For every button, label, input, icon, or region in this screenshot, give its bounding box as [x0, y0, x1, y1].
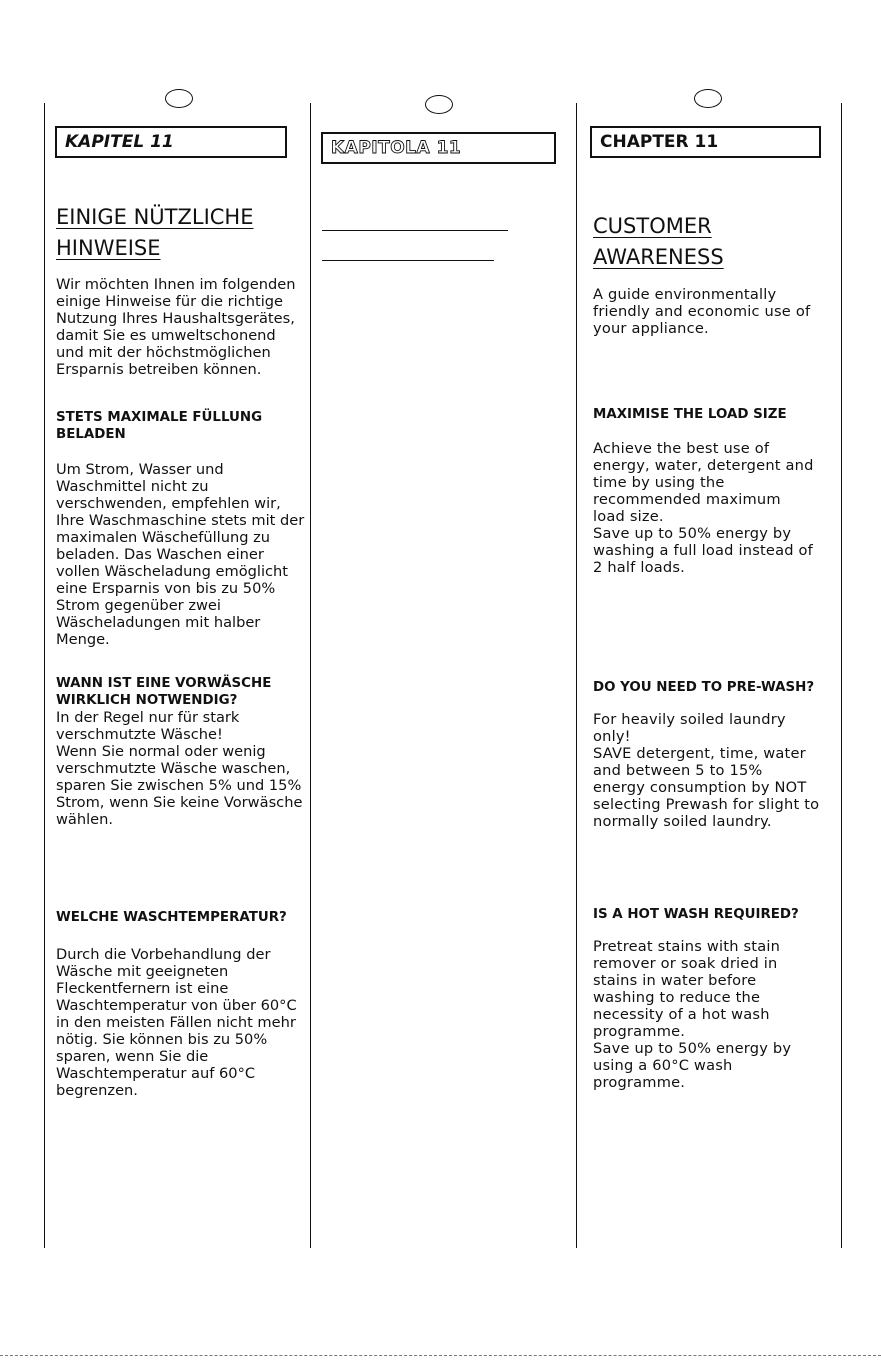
section-body-prewash-english: For heavily soiled laundry only! SAVE detergent, time, water and between 5 to 15% energy consumption by NOT selecting Prewash for slight to normally soiled laundry. — [593, 711, 820, 830]
language-marker-english — [694, 89, 722, 108]
column-rule-left — [44, 103, 45, 1248]
section-heading-load-german: STETS MAXIMALE FÜLLUNG BELADEN — [56, 410, 263, 442]
section-body-prewash-german: In der Regel nur für stark verschmutzte Wäsche! Wenn Sie normal oder wenig verschmutzte Wäsche waschen, sparen Sie zwischen 5% und 15% Strom, wenn Sie keine Vorwäsche wählen. — [56, 709, 303, 828]
chapter-box-czech: KAPITOLA 11 — [321, 132, 556, 164]
column-rule-right — [841, 103, 842, 1248]
column-rule-center-right — [576, 103, 577, 1248]
chapter-box-german: KAPITEL 11 — [55, 126, 287, 158]
section-title-german: EINIGE NÜTZLICHE HINWEISE — [56, 205, 254, 260]
chapter-box-english: CHAPTER 11 — [590, 126, 821, 158]
section-heading-prewash-german: WANN IST EINE VORWÄSCHE WIRKLICH NOTWENDIG? — [56, 676, 272, 708]
section-heading-temperature-english: IS A HOT WASH REQUIRED? — [593, 907, 799, 922]
title-rule-czech-1 — [322, 230, 508, 231]
section-body-load-english: Achieve the best use of energy, water, detergent and time by using the recommended maximum load size. Save up to 50% energy by washing a full load instead of 2 half loads. — [593, 440, 814, 576]
section-title-english: CUSTOMER AWARENESS — [593, 214, 724, 269]
language-marker-german — [165, 89, 193, 108]
section-heading-load-english: MAXIMISE THE LOAD SIZE — [593, 407, 787, 422]
column-rule-center-left — [310, 103, 311, 1248]
language-marker-czech — [425, 95, 453, 114]
section-body-load-german: Um Strom, Wasser und Waschmittel nicht zu verschwenden, empfehlen wir, Ihre Waschmaschine stets mit der maximalen Wäschefüllung zu beladen. Das Waschen einer vollen Wäscheladung emöglicht eine Ersparnis von bis zu 50% Strom gegenüber zwei Wäscheladungen mit halber Menge. — [56, 461, 305, 648]
title-rule-czech-2 — [322, 260, 494, 261]
section-heading-temperature-german: WELCHE WASCHTEMPERATUR? — [56, 910, 287, 925]
section-body-temperature-german: Durch die Vorbehandlung der Wäsche mit geeigneten Fleckentfernern ist eine Waschtemperatur von über 60°C in den meisten Fällen nicht mehr nötig. Sie können bis zu 50% sparen, wenn Sie die Waschtemperatur auf 60°C begrenzen. — [56, 946, 297, 1099]
intro-text-german: Wir möchten Ihnen im folgenden einige Hinweise für die richtige Nutzung Ihres Haushaltsgerätes, damit Sie es umweltschonend und mit der höchstmöglichen Ersparnis betreiben können. — [56, 276, 296, 378]
intro-text-english: A guide environmentally friendly and economic use of your appliance. — [593, 286, 811, 337]
page-cut-line — [0, 1355, 881, 1356]
section-heading-prewash-english: DO YOU NEED TO PRE-WASH? — [593, 680, 815, 695]
section-body-temperature-english: Pretreat stains with stain remover or soak dried in stains in water before washing to reduce the necessity of a hot wash programme. Save up to 50% energy by using a 60°C wash programme. — [593, 938, 792, 1091]
